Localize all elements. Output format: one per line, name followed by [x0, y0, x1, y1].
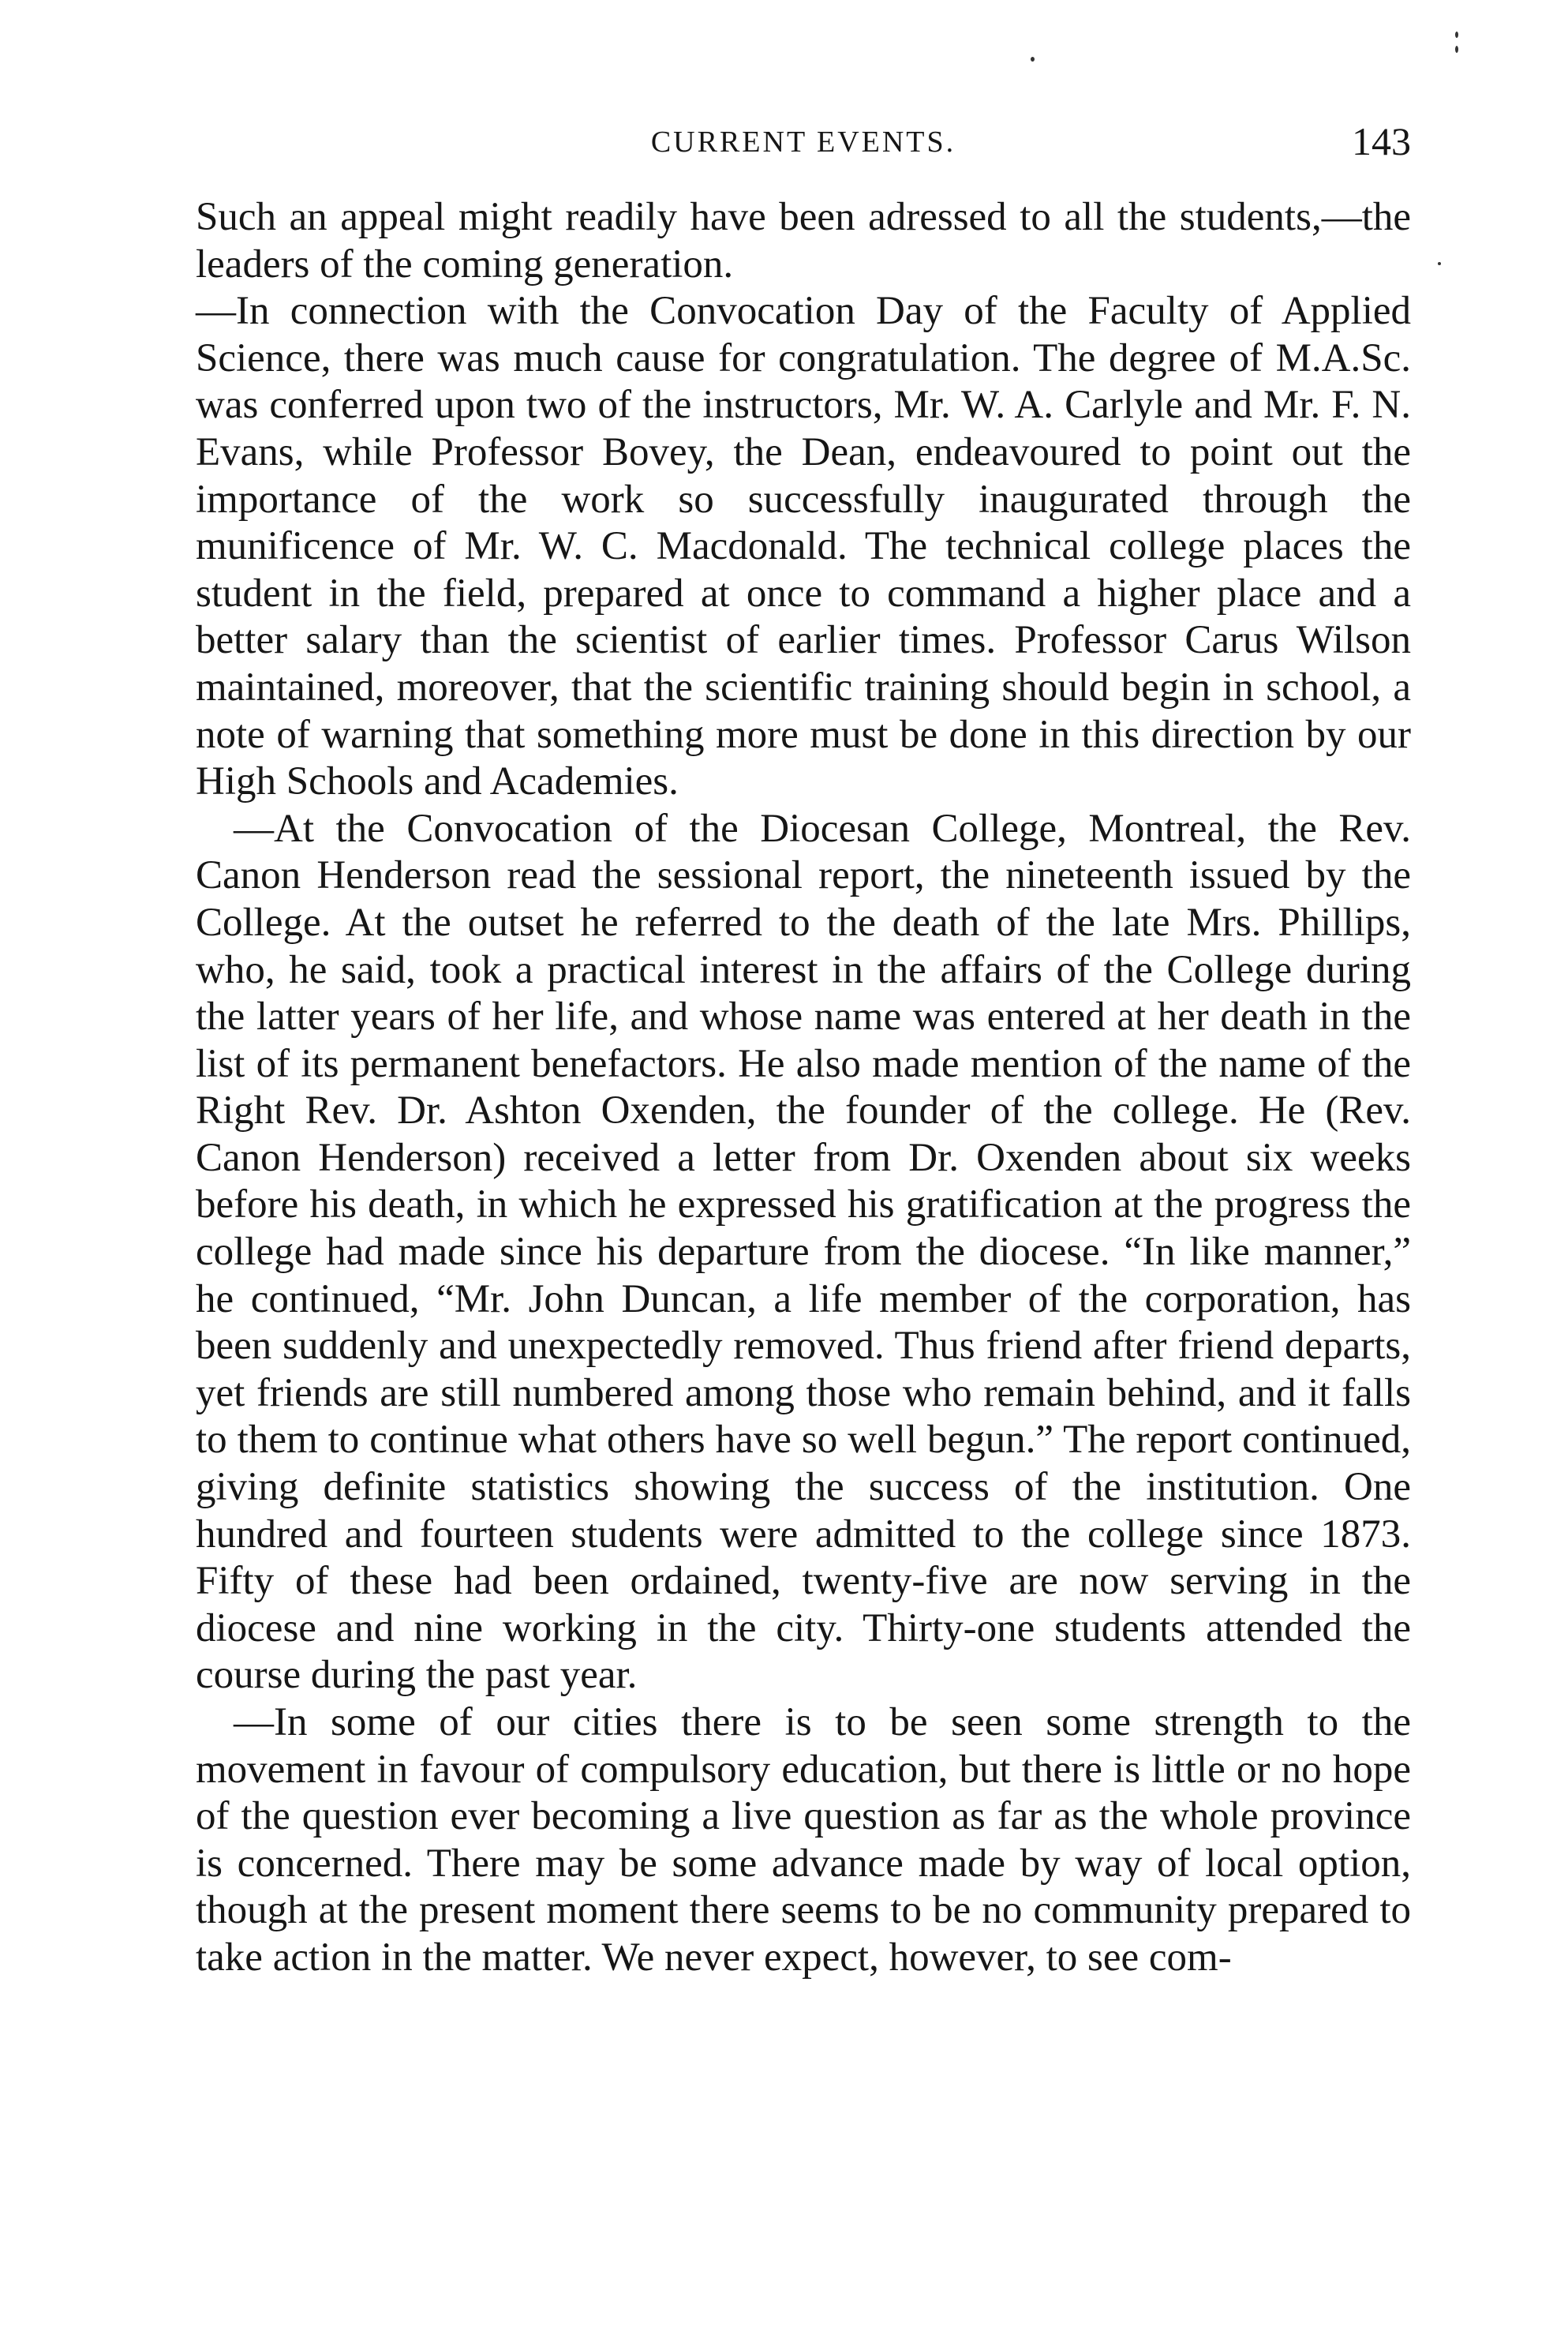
scan-speck: [1455, 46, 1458, 53]
paragraph-compulsory-education: —In some of our cities there is to be seen some strength to the movement in favour of compulsory education, but there is little or no hope of the question ever becoming a live question as far as the whole province is concerned. There may be some advance made by way of local option, though at the present moment there seems to be no community prepared to take action in the matter. We never expect, however, to see com-: [196, 1700, 1411, 1980]
scan-speck: [1438, 262, 1441, 265]
paragraph-diocesan-college: —At the Convocation of the Diocesan College, Montreal, the Rev. Canon Henderson read the sessional report, the nineteenth issued by the College. At the outset he referred to the death of the late Mrs. Phillips, who, he said, took a practical interest in the affairs of the College during the latter years of her life, and whose name was entered at her death in the list of its permanent benefactors. He also made mention of the name of the Right Rev. Dr. Ashton Oxenden, the founder of the college. He (Rev. Canon Henderson) received a letter from Dr. Oxenden about six weeks before his death, in which he expressed his gratification at the progress the college had made since his departure from the diocese. “In like manner,” he continued, “Mr. John Duncan, a life member of the corporation, has been suddenly and unexpectedly removed. Thus friend after friend departs, yet friends are still numbered among those who remain behind, and it falls to them to continue what others have so well begun.” The report continued, giving definite statistics showing the success of the institution. One hundred and fourteen students were admitted to the college since 1873. Fifty of these had been ordained, twenty-five are now serving in the diocese and nine working in the city. Thirty-one students attended the course during the past year.: [196, 806, 1411, 1698]
scan-speck: [1031, 57, 1035, 62]
scan-speck: [1455, 32, 1458, 38]
paragraph-applied-science: —In connection with the Convocation Day of the Faculty of Applied Science, there was much cause for congratulation. The degree of M.A.Sc. was conferred upon two of the instructors, Mr. W. A. Carlyle and Mr. F. N. Evans, while Professor Bovey, the Dean, endeavoured to point out the importance of the work so successfully inaugurated through the munificence of Mr. W. C. Macdonald. The technical college places the student in the field, prepared at once to command a higher place and a better salary than the scientist of earlier times. Professor Carus Wilson maintained, moreover, that the scientific training should begin in school, a note of warning that something more must be done in this direction by our High Schools and Academies.: [196, 289, 1411, 804]
paragraph-continuation: Such an appeal might readily have been adressed to all the students,—the leaders of the coming generation.: [196, 195, 1411, 287]
page-header: [196, 118, 1411, 166]
page-number: 143: [1352, 119, 1411, 163]
body-text: [196, 194, 1411, 1982]
running-head: CURRENT EVENTS.: [650, 126, 956, 159]
